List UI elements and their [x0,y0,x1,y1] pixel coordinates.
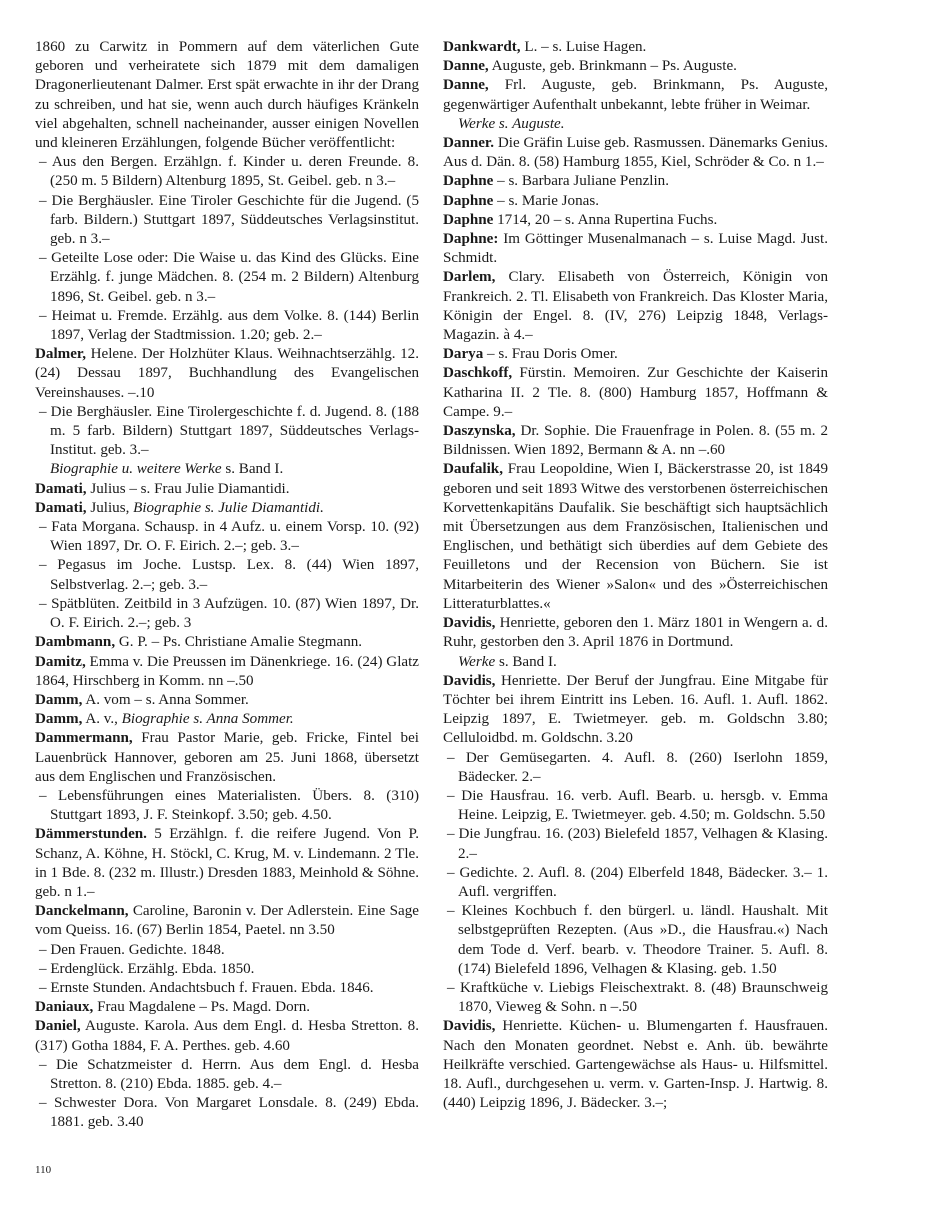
entry-headword: Daniaux, [35,999,94,1016]
sub-entry [35,1056,419,1094]
entry-text: Henriette. Küchen- u. Blumengarten f. Hausfrauen. Nach den Monaten geordnet. Nebst e. Anh. üb. bewährte Heilkräfte verschied. Gartengewächse als Haus- u. Hilfsmittel. 18. Aufl., durchgesehen u. verm. v. Garten-Insp. J. Hartwig. 8. (440) Leipzig 1896, J. Bädecker. 3.–; [443,1018,828,1112]
dictionary-entry [35,998,419,1017]
entry-text: – Ernste Stunden. Andachtsbuch f. Frauen. Ebda. 1846. [39,979,374,996]
entry-headword: Damati, [35,480,87,497]
entry-headword: Darya [443,346,484,363]
entry-text: – s. Barbara Juliane Penzlin. [493,173,669,190]
dictionary-entry [35,1017,419,1055]
entry-headword: Danner. [443,135,495,152]
entry-headword: Daufalik, [443,461,503,478]
entry-text: Die Gräfin Luise geb. Rasmussen. Dänemarks Genius. Aus d. Dän. 8. (58) Hamburg 1855, Kiel, Schröder & Co. n 1.– [443,135,828,171]
sub-entry [35,403,419,461]
entry-headword: Dalmer, [35,346,86,363]
entry-headword: Davidis, [443,615,496,632]
entry-italic: Werke [458,653,496,670]
sub-entry [443,902,828,979]
entry-italic: Biographie s. Julie Diamantidi. [133,499,324,516]
entry-text: Auguste. Karola. Aus dem Engl. d. Hesba Stretton. 8. (317) Gotha 1884, F. A. Perthes. geb. 4.60 [35,1018,419,1054]
entry-headword: Daphne: [443,231,499,248]
entry-text: – Die Hausfrau. 16. verb. Aufl. Bearb. u. hersgb. v. Emma Heine. Leipzig, E. Twietmeyer. geb. 4.50; m. Goldschn. 5.50 [447,787,828,824]
entry-text: – Gedichte. 2. Aufl. 8. (204) Elberfeld 1848, Bädecker. 3.– 1. Aufl. vergriffen. [447,864,828,900]
dictionary-entry [443,38,828,57]
sub-entry [35,556,419,594]
entry-text: Caroline, Baronin v. Der Adlerstein. Eine Sage vom Queiss. 16. (67) Berlin 1854, Paetel. nn 3.50 [35,903,419,939]
entry-headword: Davidis, [443,1018,496,1035]
entry-text: Frl. Auguste, geb. Brinkmann, Ps. Auguste, gegenwärtiger Aufenthalt unbekannt, lebte früher in Weimar. [443,77,828,113]
entry-text: – Geteilte Lose oder: Die Waise u. das Kind des Glücks. Eine Erzählg. f. junge Mädchen. 8. (254 m. 2 Bildern) Altenburg 1896, St. Geibel. geb. n 3.– [39,250,419,305]
entry-text: – s. Frau Doris Omer. [483,346,618,363]
entry-text: – Spätblüten. Zeitbild in 3 Aufzügen. 10. (87) Wien 1897, Dr. O. F. Eirich. 2.–; geb. 3 [39,595,419,632]
entry-headword: Dambmann, [35,634,116,651]
entry-text: – Kraftküche v. Liebigs Fleischextrakt. 8. (48) Braunschweig 1870, Vieweg & Sohn. n –.50 [447,979,828,1016]
entry-headword: Davidis, [443,672,496,689]
entry-text: Frau Magdalene – Ps. Magd. Dorn. [93,999,311,1016]
entry-text: Dr. Sophie. Die Frauenfrage in Polen. 8. (55 m. 2 Bildnissen. Wien 1892, Bermann & A. nn –.60 [443,423,828,459]
dictionary-entry [443,345,828,364]
dictionary-entry [35,710,419,729]
entry-text: Henriette, geboren den 1. März 1801 in Wengern a. d. Ruhr, gestorben den 3. April 1876 in Dortmund. [443,615,828,651]
entry-text: Auguste, geb. Brinkmann – Ps. Auguste. [488,58,737,75]
entry-text: Emma v. Die Preussen im Dänenkriege. 16. (24) Glatz 1864, Hirschberg in Komm. nn –.50 [35,653,419,689]
entry-text: – Der Gemüsegarten. 4. Aufl. 8. (260) Iserlohn 1859, Bädecker. 2.– [447,749,828,785]
entry-headword: Daniel, [35,1018,81,1035]
dictionary-entry [443,192,828,211]
dictionary-entry [35,38,419,153]
dictionary-entry [35,902,419,940]
entry-text: – Heimat u. Fremde. Erzählg. aus dem Volke. 8. (144) Berlin 1897, Verlag der Stadtmission. 1.20; geb. 2.– [39,307,419,344]
entry-text: 1860 zu Carwitz in Pommern auf dem väterlichen Gute geboren und verheiratete sich 1879 mit dem damaligen Dragonerlieutenant Dalmer. Erst spät erwachte in ihr der Drang zu schreiben, und hat sie, wenn auch durch häufiges Kränkeln viel abgehalten, schnell nacheinander, ausser einigen Novellen und kleineren Erzählungen, folgende Bücher veröffentlicht: [35,39,419,152]
entry-text: Henriette. Der Beruf der Jungfrau. Eine Mitgabe für Töchter bei ihrem Eintritt ins Leben. 16. Aufl. 1. Aufl. 1862. Leipzig 1897, E. Twietmeyer. geb. m. Goldschn 3.80; Celluloidbd. m. Goldschn. 3.20 [443,672,828,747]
dictionary-entry [35,825,419,902]
entry-text: – Die Jungfrau. 16. (203) Bielefeld 1857, Velhagen & Klasing. 2.– [447,826,828,862]
dictionary-entry [35,480,419,499]
entry-headword: Dämmerstunden. [35,826,147,843]
sub-entry [443,749,828,787]
dictionary-entry [443,422,828,460]
sub-entry [35,307,419,345]
entry-text: L. – s. Luise Hagen. [520,39,647,55]
dictionary-entry [443,672,828,749]
right-column [443,38,828,1113]
entry-text: – Pegasus im Joche. Lustsp. Lex. 8. (44) Wien 1897, Selbstverlag. 2.–; geb. 3.– [39,557,419,593]
entry-text: – Die Berghäusler. Eine Tiroler Geschichte für die Jugend. (5 farb. Bildern.) Stuttgart 1897, Süddeutsches Verlagsinstitut. geb. n 3.– [39,192,419,248]
dictionary-entry [35,633,419,652]
sub-entry [443,864,828,902]
entry-headword: Daphne [443,192,494,209]
entry-text: – s. Marie Jonas. [493,192,599,209]
entry-headword: Damm, [35,691,83,708]
entry-text: – Die Berghäusler. Eine Tirolergeschichte f. d. Jugend. 8. (188 m. 5 farb. Bildern) Stuttgart 1897, Süddeutsches Verlags-Institut. geb. 3.– [39,403,419,459]
left-column [35,38,419,1133]
entry-text: A. v., [82,711,122,728]
sub-entry [35,249,419,307]
entry-headword: Danne, [443,77,489,94]
entry-text: s. Band I. [221,461,284,478]
entry-headword: Daphne [443,173,494,190]
entry-text: Frau Pastor Marie, geb. Fricke, Fintel bei Lauenbrück Hannover, geboren am 25. Juni 1868, übersetzt aus dem Englischen und Französischen. [35,730,419,785]
entry-text: Frau Leopoldine, Wien I, Bäckerstrasse 20, ist 1849 geboren und seit 1893 Witwe des verstorbenen österreichischen Korvettenkapitäns Daufalik. Sie beschäftigt sich hauptsächlich mit Übersetzungen aus dem Französischen, Italienischen und Englischen, und bethätigt sich überdies auf dem Gebiete des Feuilletons und der Recension von Büchern. Sie ist Mitarbeiterin des Wiener »Salon« und des »Österreichischen Litteraturblattes.« [443,461,828,612]
entry-italic: Biographie s. Anna Sommer. [121,711,294,728]
entry-text: 1714, 20 – s. Anna Rupertina Fuchs. [493,211,718,228]
sub-entry [35,960,419,979]
sub-entry [35,979,419,998]
sub-entry [35,1094,419,1132]
entry-headword: Damitz, [35,653,86,670]
entry-text: – Fata Morgana. Schausp. in 4 Aufz. u. einem Vorsp. 10. (92) Wien 1897, Dr. O. F. Eirich. 2.–; geb. 3.– [39,519,419,555]
sub-entry [35,192,419,250]
entry-text: 5 Erzählgn. f. die reifere Jugend. Von P. Schanz, A. Köhne, H. Stöckl, C. Krug, M. v. Lindemann. 2 Tle. in 1 Bde. 8. (232 m. Illustr.) Dresden 1883, Meinhold & Söhne. geb. n 1.– [35,826,419,900]
dictionary-entry [443,57,828,76]
page-number: 110 [35,1164,52,1176]
entry-headword: Dankwardt, [443,39,521,55]
entry-headword: Daschkoff, [443,365,513,382]
sub-entry [35,595,419,633]
dictionary-entry [35,345,419,403]
dictionary-entry [443,460,828,614]
dictionary-entry [443,614,828,652]
sub-entry [443,979,828,1017]
entry-text: – Den Frauen. Gedichte. 1848. [39,941,225,958]
entry-headword: Daszynska, [443,423,516,440]
entry-text: Im Göttinger Musenalmanach – s. Luise Magd. Just. Schmidt. [443,231,828,267]
dictionary-entry [35,653,419,691]
dictionary-entry [443,211,828,230]
entry-headword: Damm, [35,711,83,728]
dictionary-entry [443,230,828,268]
entry-text: – Schwester Dora. Von Margaret Lonsdale. 8. (249) Ebda. 1881. geb. 3.40 [39,1095,419,1131]
entry-text: Helene. Der Holzhüter Klaus. Weihnachtserzählg. 12. (24) Dessau 1897, Buchhandlung des Evangelischen Vereinshauses. –.10 [35,346,419,401]
sub-entry [35,153,419,191]
sub-entry [35,941,419,960]
entry-text: Fürstin. Memoiren. Zur Geschichte der Kaiserin Katharina II. 2 Tle. 8. (800) Hamburg 1857, Hoffmann & Campe. 9.– [443,365,828,420]
entry-text: G. P. – Ps. Christiane Amalie Stegmann. [115,634,363,651]
entry-headword: Danckelmann, [35,903,129,920]
entry-text: – Aus den Bergen. Erzählgn. f. Kinder u. deren Freunde. 8. (250 m. 5 Bildern) Altenburg 1895, St. Geibel. geb. n 3.– [39,154,419,190]
entry-text: Julius – s. Frau Julie Diamantidi. [86,480,290,497]
entry-text: s. Band I. [495,653,557,670]
entry-text: – Kleines Kochbuch f. den bürgerl. u. ländl. Haushalt. Mit selbstgeprüften Rezepten. (Aus »D., die Hausfrau.«) Nach dem Tode d. Verf. bearb. v. Theodore Trainer. 5. Aufl. 8. (174) Bielefeld 1896, Velhagen & Klasing. geb. 1.50 [447,903,828,977]
dictionary-entry [443,172,828,191]
dictionary-entry [35,499,419,518]
entry-italic: Biographie u. weitere Werke [50,461,222,478]
note-entry [35,460,419,479]
entry-text: – Die Schatzmeister d. Herrn. Aus dem Engl. d. Hesba Stretton. 8. (210) Ebda. 1885. geb. 4.– [39,1056,419,1092]
sub-entry [35,787,419,825]
sub-entry [443,787,828,825]
entry-headword: Daphne [443,211,494,228]
entry-headword: Dammermann, [35,730,133,747]
entry-italic: Werke s. Auguste. [458,115,565,132]
sub-entry [35,518,419,556]
entry-headword: Damati, [35,499,87,516]
dictionary-entry [443,364,828,422]
dictionary-entry [35,691,419,710]
entry-text: – Erdenglück. Erzählg. Ebda. 1850. [39,960,255,977]
dictionary-entry [443,134,828,172]
entry-headword: Danne, [443,58,489,75]
dictionary-entry [35,729,419,787]
entry-headword: Darlem, [443,269,496,286]
dictionary-entry [443,1017,828,1113]
dictionary-entry [443,76,828,114]
entry-text: A. vom – s. Anna Sommer. [82,691,249,708]
note-entry [443,653,828,672]
dictionary-entry [443,268,828,345]
entry-text: Julius, [86,499,134,516]
entry-text: – Lebensführungen eines Materialisten. Übers. 8. (310) Stuttgart 1893, J. F. Steinkopf. 3.50; geb. 4.50. [39,787,419,824]
sub-entry [443,825,828,863]
entry-text: Clary. Elisabeth von Österreich, Königin von Frankreich. 2. Tl. Elisabeth von Frankreich. Das Kloster Maria, Königin der Engel. 8. (IV, 276) Leipzig 1848, Verlags-Magazin. à 4.– [443,269,828,344]
note-entry [443,115,828,134]
